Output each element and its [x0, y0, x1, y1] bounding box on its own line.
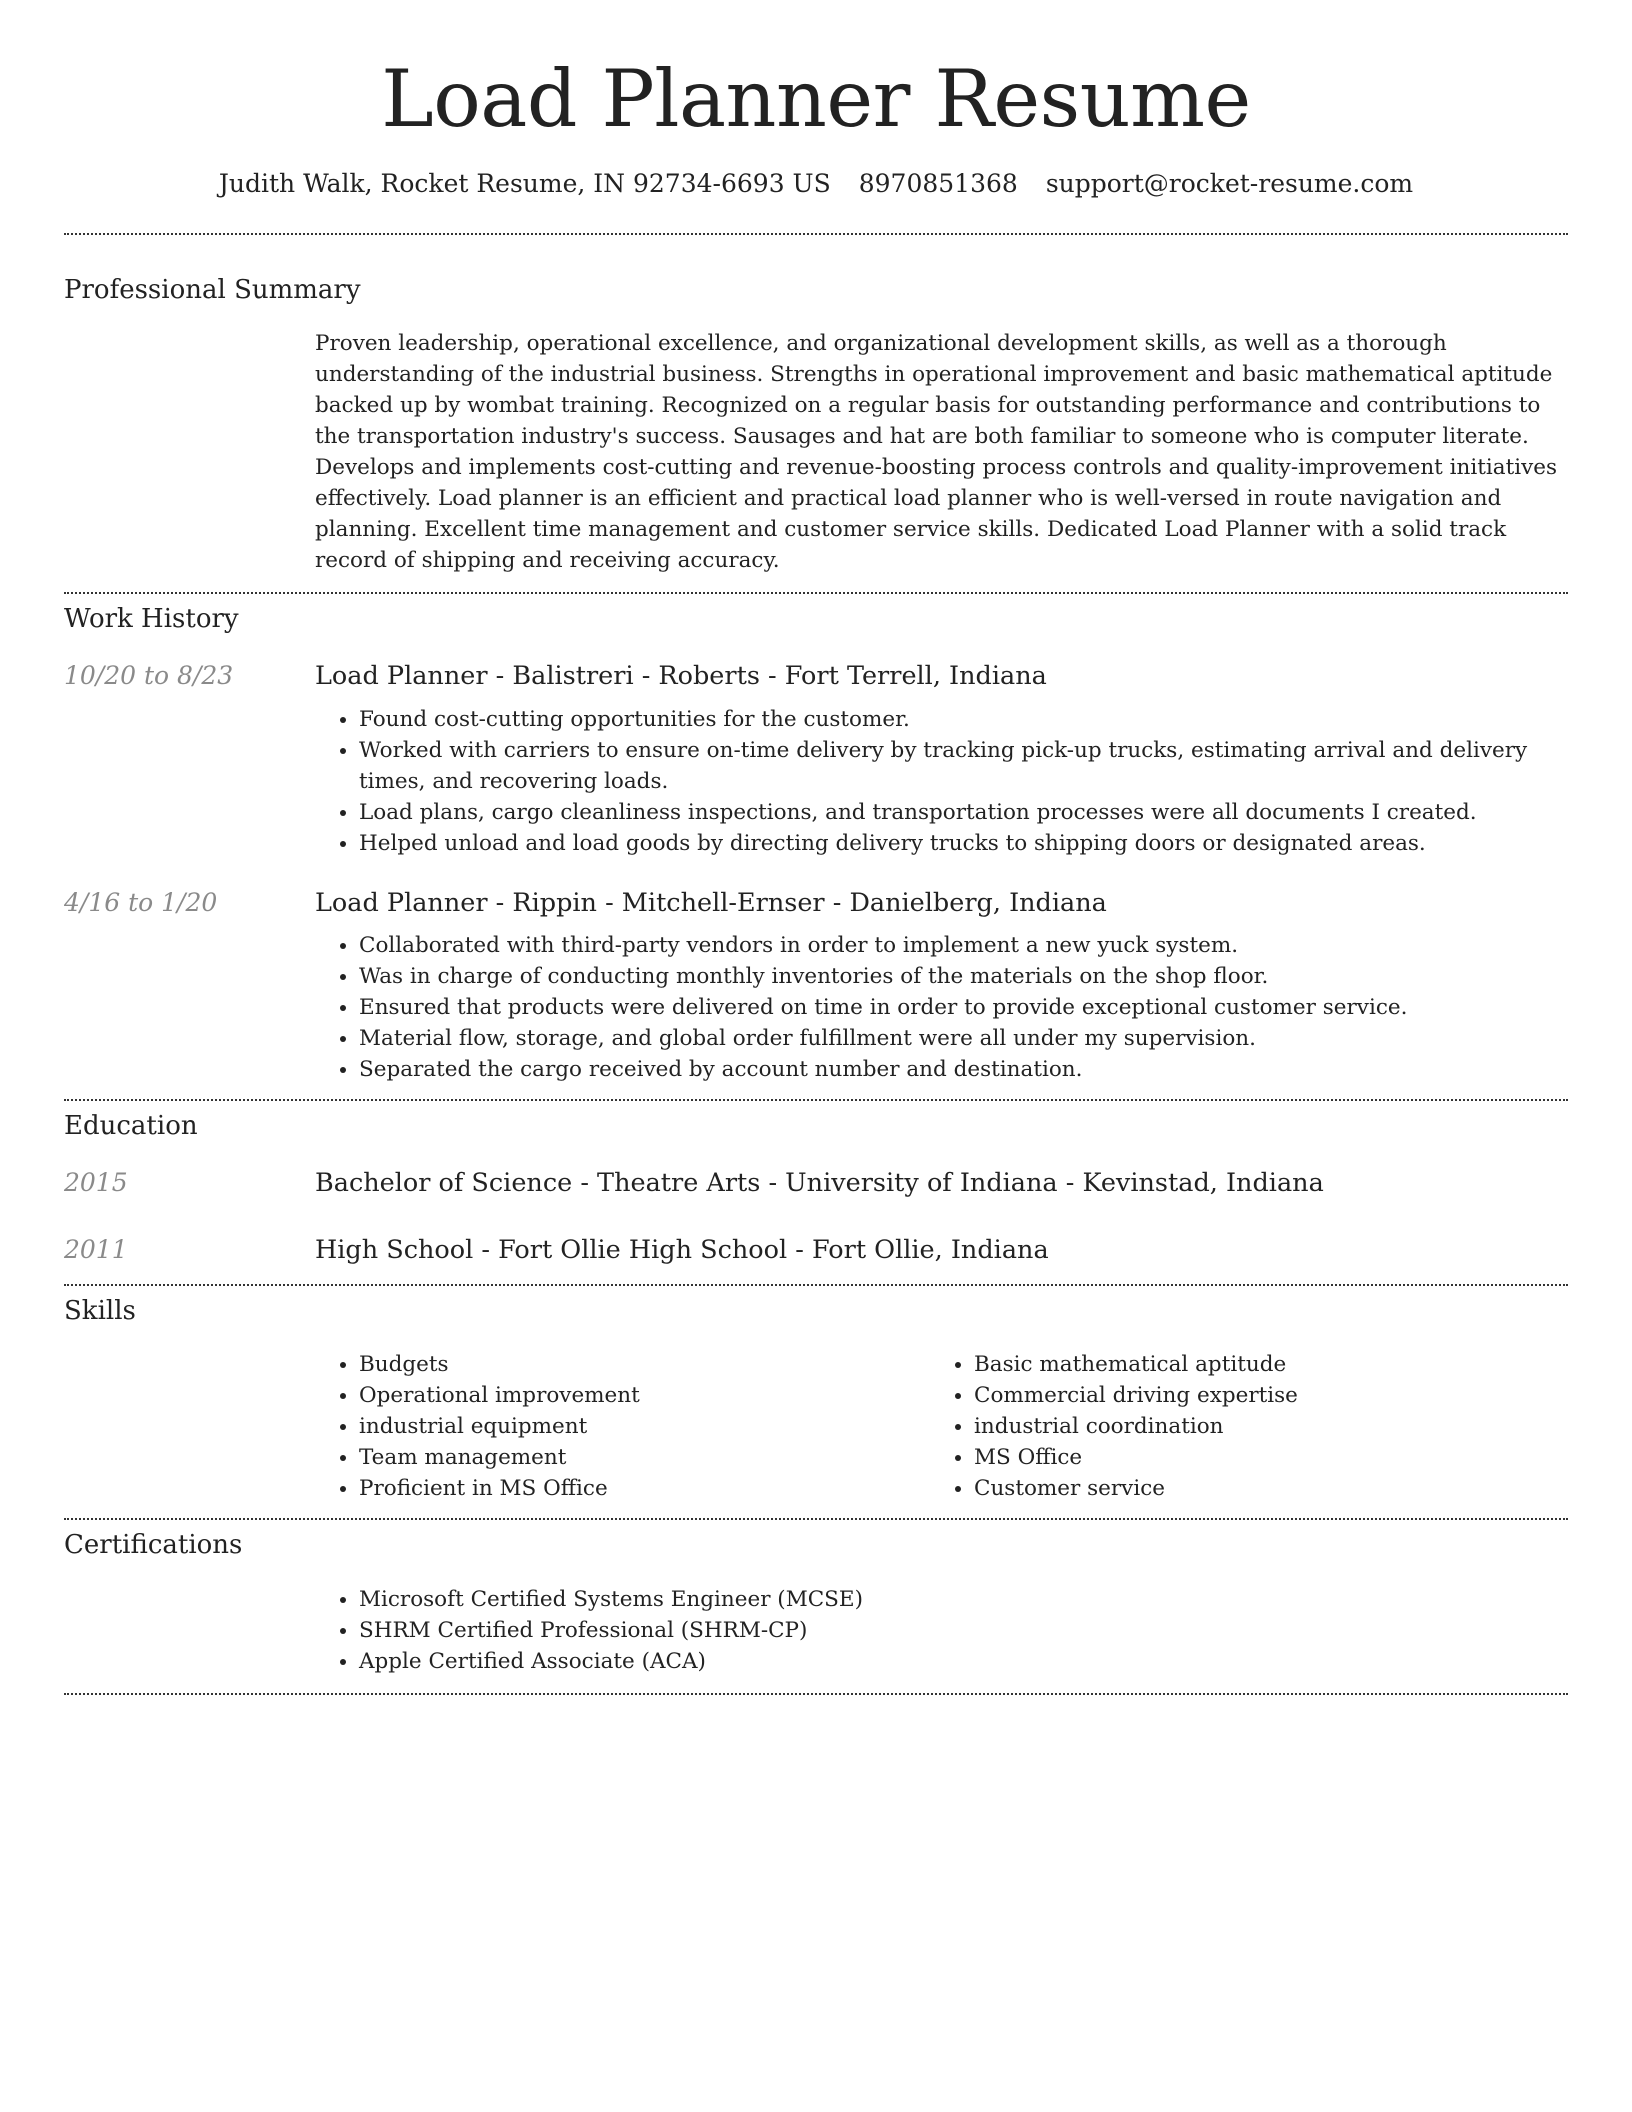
list-item: • Commercial driving expertise [974, 1380, 1490, 1411]
work-history-heading: Work History [64, 604, 239, 635]
work-history-section [64, 594, 1568, 1084]
page-title: Load Planner Resume [381, 53, 1251, 145]
list-item: • Helped unload and load goods by directing delivery trucks to shipping doors or designated areas. [359, 828, 1568, 859]
list-item: • Collaborated with third-party vendors in order to implement a new yuck system. [359, 930, 1568, 961]
job-dates: 4/16 to 1/20 [64, 887, 218, 917]
skills-list [315, 1349, 930, 1504]
list-item: • Microsoft Certified Systems Engineer (MCSE) [359, 1584, 1568, 1615]
education-year: 2011 [64, 1234, 128, 1264]
list-item: • Load plans, cargo cleanliness inspections, and transportation processes were all documents I created. [359, 797, 1568, 828]
job-title: Load Planner - Rippin - Mitchell-Ernser - Danielberg, Indiana [315, 887, 1107, 918]
list-item: • SHRM Certified Professional (SHRM-CP) [359, 1615, 1568, 1646]
job-entry [64, 887, 1568, 1085]
certifications-list [315, 1584, 1568, 1677]
job-entry [64, 660, 1568, 858]
skills-grid [315, 1349, 1568, 1504]
education-section [64, 1101, 1568, 1267]
list-item: • industrial coordination [974, 1411, 1490, 1442]
list-item: • Proficient in MS Office [359, 1473, 930, 1504]
list-item: • Operational improvement [359, 1380, 930, 1411]
summary-heading: Professional Summary [64, 275, 361, 305]
skills-heading: Skills [64, 1296, 136, 1327]
skills-section [64, 1286, 1568, 1504]
list-item: • Apple Certified Associate (ACA) [359, 1646, 1568, 1677]
list-item: • Budgets [359, 1349, 930, 1380]
education-entry [64, 1234, 1568, 1267]
job-title: Load Planner - Balistreri - Roberts - Fort Terrell, Indiana [315, 661, 1047, 692]
certifications-heading: Certifications [64, 1530, 243, 1561]
education-heading: Education [64, 1110, 198, 1141]
list-item: • industrial equipment [359, 1411, 930, 1442]
contact-email: support@rocket-resume.com [1045, 169, 1414, 198]
skills-list [930, 1349, 1490, 1504]
education-year: 2015 [64, 1167, 128, 1197]
list-item: • Basic mathematical aptitude [974, 1349, 1490, 1380]
summary-text: Proven leadership, operational excellence, and organizational development skills, as well as a thorough understanding of the industrial business. Strengths in operational improvement and basic mathematical aptitude backed up by wombat training. Recognized on a regular basis for outstanding performance and contributions to the transportation industry's success. Sausages and hat are both familiar to someone who is computer literate. Develops and implements cost-cutting and revenue-boosting process controls and quality-improvement initiatives effectively. Load planner is an efficient and practical load planner who is well-versed in route navigation and planning. Excellent time management and customer service skills. Dedicated Load Planner with a solid track record of shipping and receiving accuracy. [315, 331, 1557, 574]
job-bullets [315, 704, 1568, 859]
list-item: • Team management [359, 1442, 930, 1473]
education-title: Bachelor of Science - Theatre Arts - University of Indiana - Kevinstad, Indiana [315, 1167, 1324, 1198]
summary-section [64, 235, 1568, 576]
job-bullets [315, 930, 1568, 1085]
contact-phone: 8970851368 [858, 169, 1018, 198]
contact-line [64, 169, 1568, 199]
list-item: • Worked with carriers to ensure on-time delivery by tracking pick-up trucks, estimating arrival and delivery times, and recovering loads. [359, 735, 1568, 797]
section-divider [64, 1693, 1568, 1695]
education-title: High School - Fort Ollie High School - Fort Ollie, Indiana [315, 1234, 1049, 1265]
list-item: • Found cost-cutting opportunities for the customer. [359, 704, 1568, 735]
list-item: • Material flow, storage, and global order fulfillment were all under my supervision. [359, 1023, 1568, 1054]
list-item: • Ensured that products were delivered on time in order to provide exceptional customer service. [359, 992, 1568, 1023]
job-dates: 10/20 to 8/23 [64, 661, 234, 691]
education-entry [64, 1167, 1568, 1200]
list-item: • Was in charge of conducting monthly inventories of the materials on the shop floor. [359, 961, 1568, 992]
list-item: • Separated the cargo received by account number and destination. [359, 1054, 1568, 1085]
list-item: • MS Office [974, 1442, 1490, 1473]
certifications-section [64, 1520, 1568, 1676]
list-item: • Customer service [974, 1473, 1490, 1504]
contact-address: Judith Walk, Rocket Resume, IN 92734-6693 US [218, 169, 831, 198]
